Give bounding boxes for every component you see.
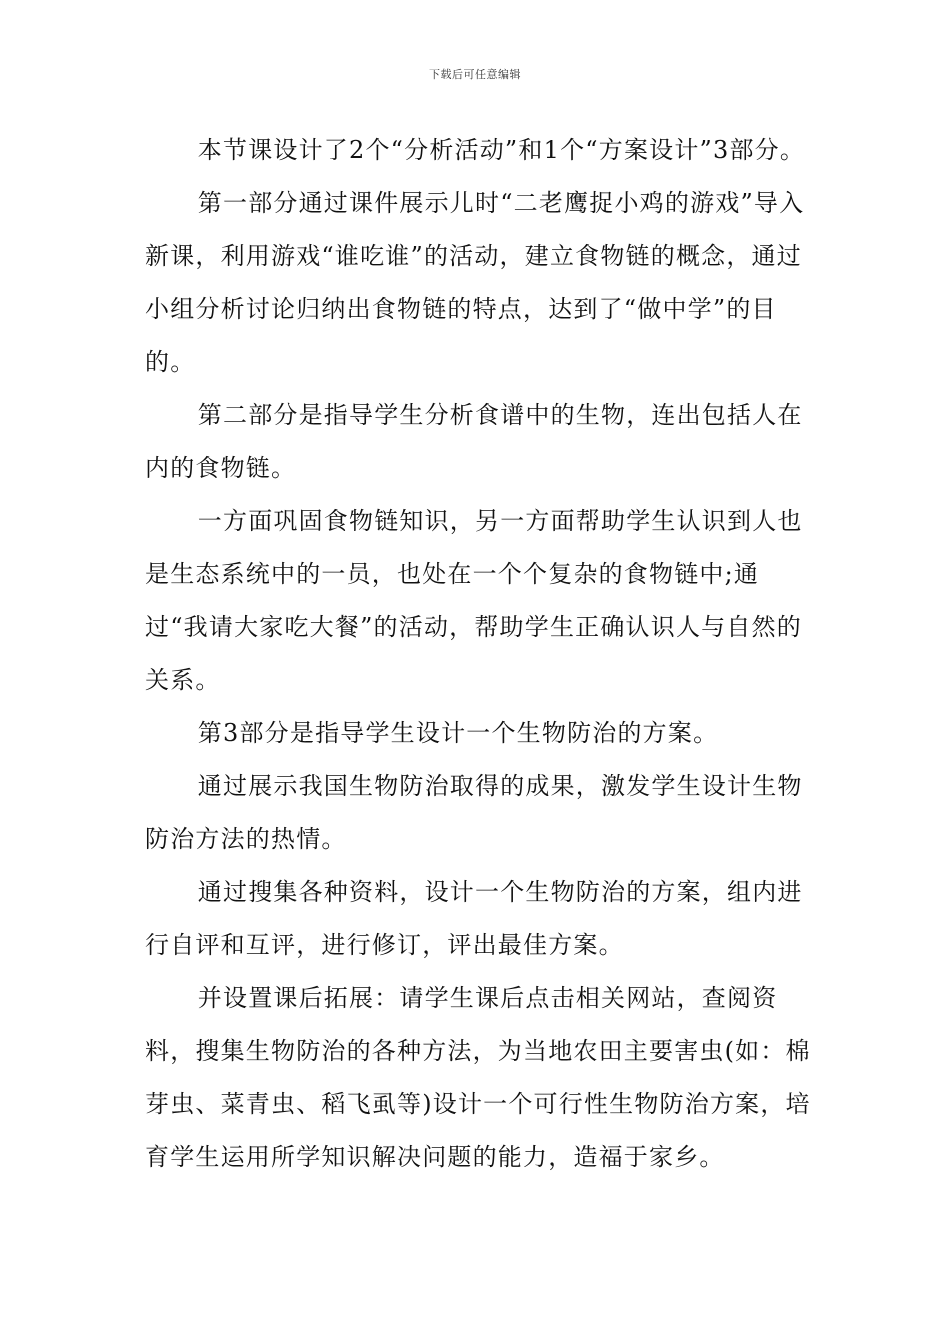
paragraph: 通过搜集各种资料，设计一个生物防治的方案，组内进行自评和互评，进行修订，评出最佳方案。 <box>145 878 803 959</box>
paragraph: 一方面巩固食物链知识，另一方面帮助学生认识到人也是生态系统中的一员，也处在一个个复杂的食物链中;通过“我请大家吃大餐”的活动，帮助学生正确认识人与自然的关系。 <box>145 507 803 694</box>
paragraph: 通过展示我国生物防治取得的成果，激发学生设计生物防治方法的热情。 <box>145 772 803 853</box>
document-body <box>145 124 815 1184</box>
header-note: 下载后可任意编辑 <box>429 68 521 81</box>
paragraph: 第一部分通过课件展示儿时“二老鹰捉小鸡的游戏”导入新课，利用游戏“谁吃谁”的活动，建立食物链的概念，通过小组分析讨论归纳出食物链的特点，达到了“做中学”的目的。 <box>145 189 805 376</box>
paragraph: 第3部分是指导学生设计一个生物防治的方案。 <box>197 719 719 747</box>
paragraph: 第二部分是指导学生分析食谱中的生物，连出包括人在内的食物链。 <box>145 401 803 482</box>
paragraph: 并设置课后拓展：请学生课后点击相关网站，查阅资料，搜集生物防治的各种方法，为当地农田主要害虫(如：棉芽虫、菜青虫、稻飞虱等)设计一个可行性生物防治方案，培育学生运用所学知识解决问题的能力，造福于家乡。 <box>145 984 811 1171</box>
paragraph: 本节课设计了2个“分析活动”和1个“方案设计”3部分。 <box>197 136 806 164</box>
